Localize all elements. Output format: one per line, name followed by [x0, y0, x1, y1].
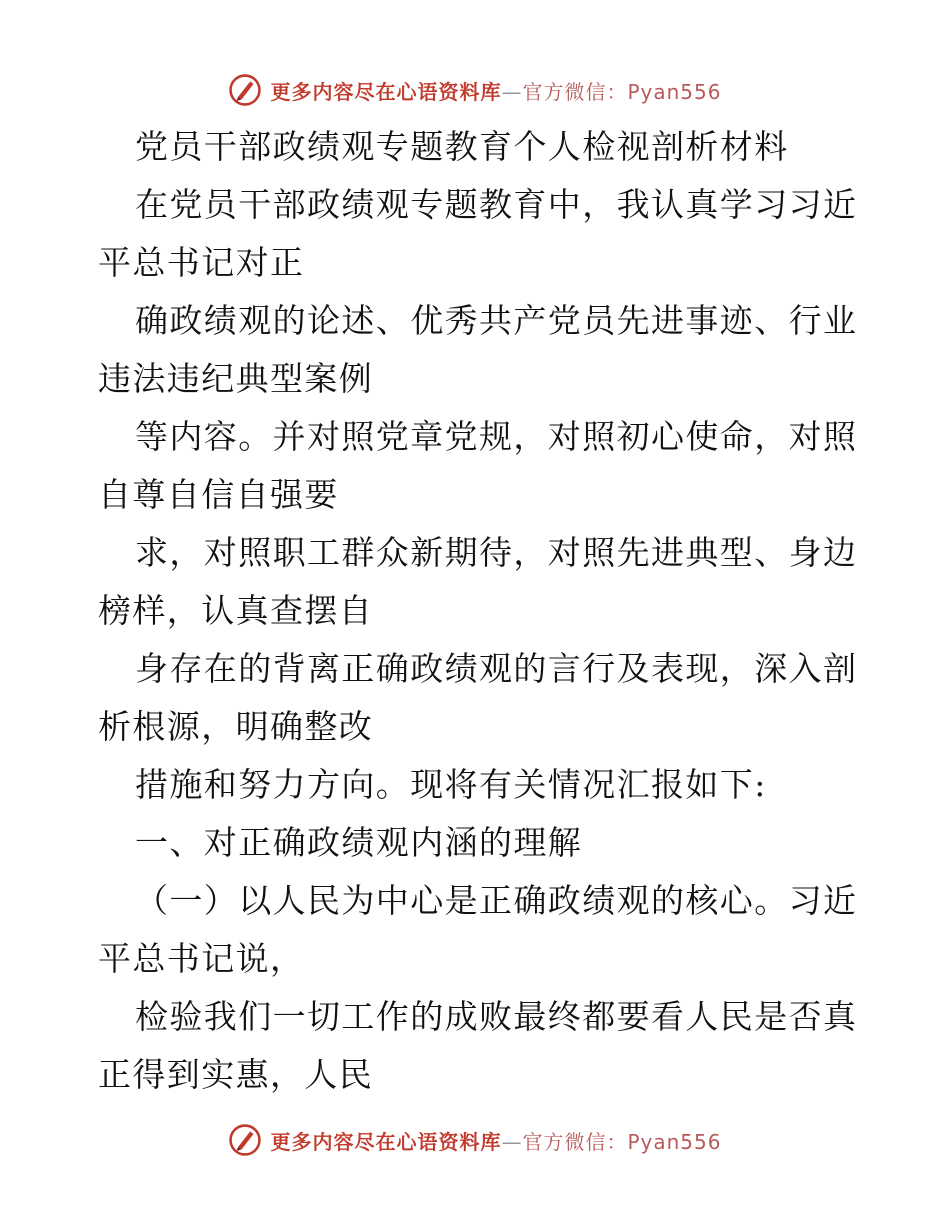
watermark-text [270, 1126, 721, 1155]
header-watermark [0, 70, 950, 110]
watermark-contact: 官方微信：Pyan556 [522, 79, 722, 104]
watermark-separator: — [501, 1129, 523, 1154]
text-line: 违法违纪典型案例 [98, 359, 374, 398]
text-line: 自尊自信自强要 [98, 475, 339, 514]
footer-watermark [0, 1120, 950, 1160]
watermark-main: 更多内容尽在心语资料库 [270, 79, 502, 104]
text-line: 一、对正确政绩观内涵的理解 [135, 823, 583, 862]
document-title: 党员干部政绩观专题教育个人检视剖析材料 [135, 127, 789, 166]
text-line: 检验我们一切工作的成败最终都要看人民是否真 [135, 997, 858, 1036]
watermark-text [270, 76, 721, 105]
pen-circle-logo-icon [228, 1123, 262, 1157]
text-line: 析根源，明确整改 [98, 707, 374, 746]
text-line: 正得到实惠，人民 [98, 1055, 374, 1094]
text-line: 身存在的背离正确政绩观的言行及表现，深入剖 [135, 649, 858, 688]
document-body [98, 118, 858, 1104]
text-line: 确政绩观的论述、优秀共产党员先进事迹、行业 [135, 301, 858, 340]
text-line: 榜样，认真查摆自 [98, 591, 374, 630]
watermark-contact: 官方微信：Pyan556 [522, 1129, 722, 1154]
text-line: 求，对照职工群众新期待，对照先进典型、身边 [135, 533, 858, 572]
text-line: 在党员干部政绩观专题教育中，我认真学习习近 [135, 185, 858, 224]
text-line: 平总书记说， [98, 939, 305, 978]
text-line: 平总书记对正 [98, 243, 305, 282]
pen-circle-logo-icon [228, 73, 262, 107]
text-line: 措施和努力方向。现将有关情况汇报如下: [135, 765, 767, 804]
text-line: （一）以人民为中心是正确政绩观的核心。习近 [135, 881, 858, 920]
watermark-main: 更多内容尽在心语资料库 [270, 1129, 502, 1154]
watermark-separator: — [501, 79, 523, 104]
text-line: 等内容。并对照党章党规，对照初心使命，对照 [135, 417, 858, 456]
